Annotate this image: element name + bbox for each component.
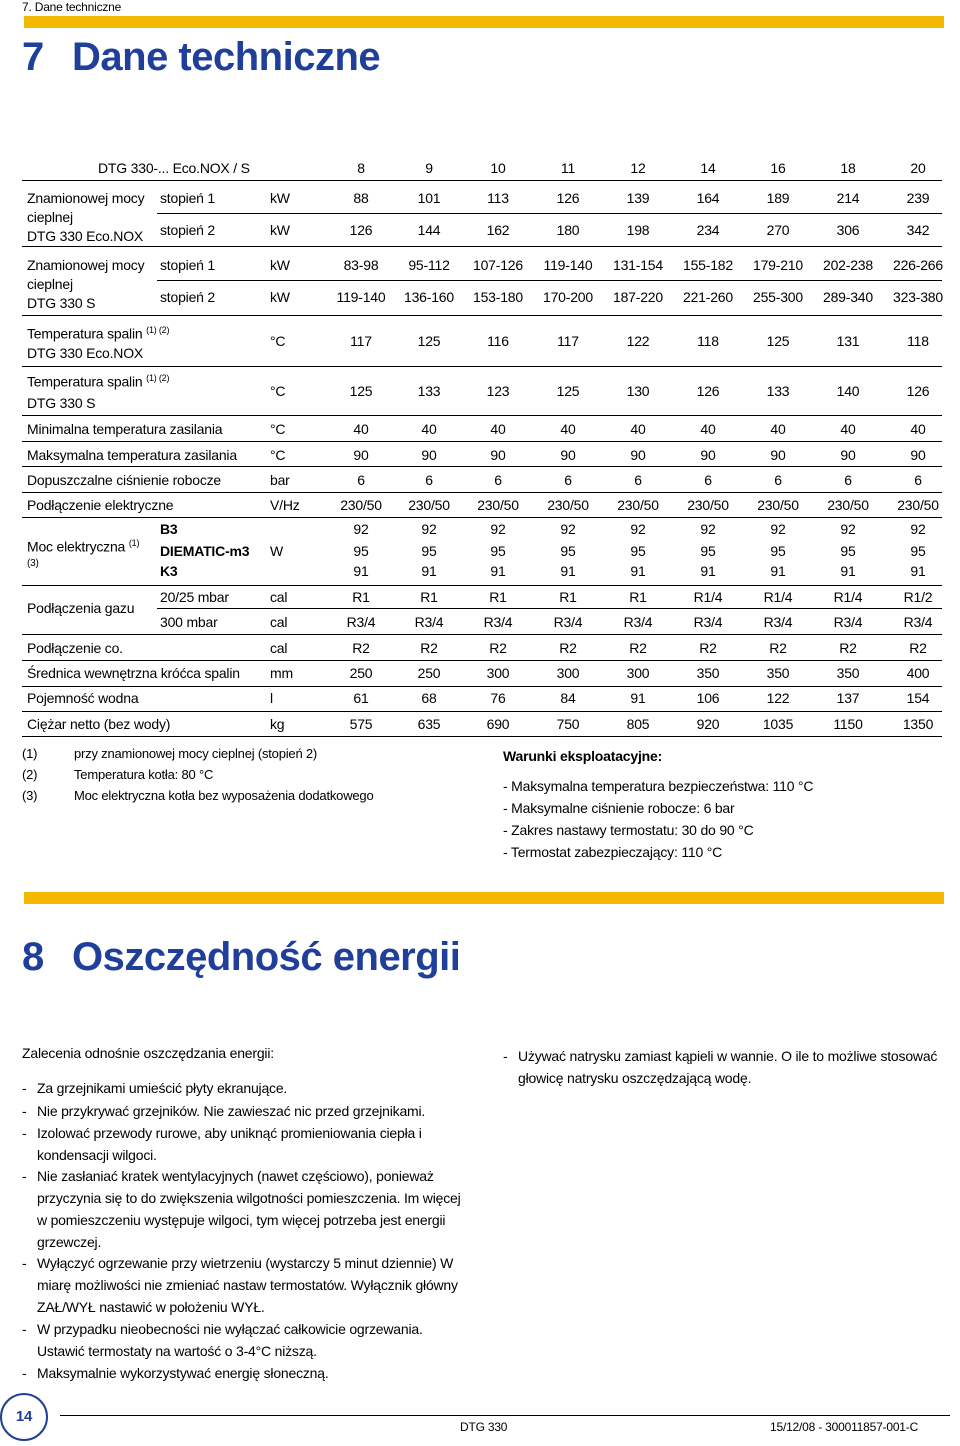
value-cell: 92 — [910, 521, 926, 537]
row-label: DTG 330 Eco.NOX — [27, 345, 144, 361]
value-cell: 133 — [766, 383, 790, 399]
value-cell: 126 — [556, 190, 580, 206]
footnote-text: Moc elektryczna kotła bez wyposażenia dodatkowego — [74, 788, 374, 803]
value-cell: 117 — [557, 333, 579, 349]
table-rule — [22, 246, 942, 247]
column-header: 18 — [840, 160, 856, 176]
value-cell: 350 — [836, 665, 860, 681]
row-label: Temperatura spalin $^{(1) (2)}$ — [27, 325, 170, 342]
value-cell: 250 — [349, 665, 373, 681]
energy-tip-item — [22, 1165, 472, 1253]
value-cell: 83-98 — [343, 257, 379, 273]
column-header: 12 — [630, 160, 646, 176]
value-cell: R1/4 — [763, 589, 793, 605]
row-label: Podłączenia gazu — [27, 600, 135, 616]
value-cell: 230/50 — [408, 497, 450, 513]
value-cell: 92 — [490, 521, 506, 537]
row-label: Pojemność wodna — [27, 690, 139, 706]
value-cell: 95 — [630, 543, 646, 559]
value-cell: 6 — [774, 472, 782, 488]
value-cell: R1 — [489, 589, 507, 605]
value-cell: 125 — [417, 333, 441, 349]
bullet-dash: - — [503, 1048, 508, 1064]
section-title: Oszczędność energii — [72, 935, 461, 979]
row-label: (3) — [27, 558, 39, 569]
value-cell: 306 — [836, 222, 860, 238]
value-cell: 118 — [697, 333, 719, 349]
value-cell: 230/50 — [687, 497, 729, 513]
value-cell: 40 — [770, 421, 786, 437]
value-cell: R3/4 — [553, 614, 583, 630]
unit: cal — [270, 614, 288, 630]
value-cell: R1 — [629, 589, 647, 605]
value-cell: R1/4 — [693, 589, 723, 605]
value-cell: R1/2 — [903, 589, 933, 605]
bullet-dash: - — [22, 1103, 27, 1119]
value-cell: R2 — [839, 640, 857, 656]
value-cell: R3/4 — [414, 614, 444, 630]
row-label: Maksymalna temperatura zasilania — [27, 447, 237, 463]
table-rule — [22, 686, 942, 687]
value-cell: 91 — [421, 563, 437, 579]
value-cell: 133 — [417, 383, 441, 399]
section-number: 8 — [22, 935, 44, 979]
row-label: Znamionowej mocy — [27, 190, 145, 206]
value-cell: 95 — [770, 543, 786, 559]
value-cell: 40 — [840, 421, 856, 437]
value-cell: 230/50 — [547, 497, 589, 513]
section-accent-bar — [24, 892, 944, 904]
value-cell: 164 — [696, 190, 720, 206]
value-cell: 40 — [700, 421, 716, 437]
value-cell: 40 — [421, 421, 437, 437]
table-rule — [22, 660, 942, 661]
value-cell: 230/50 — [477, 497, 519, 513]
row-label: cieplnej — [27, 209, 73, 225]
footnote-number: (3) — [22, 788, 38, 803]
value-cell: 91 — [770, 563, 786, 579]
unit: bar — [270, 472, 290, 488]
value-cell: R2 — [769, 640, 787, 656]
value-cell: 119-140 — [336, 289, 386, 305]
value-cell: 125 — [556, 383, 580, 399]
value-cell: 92 — [700, 521, 716, 537]
value-cell: R2 — [699, 640, 717, 656]
unit: W — [270, 543, 284, 559]
value-cell: 123 — [486, 383, 510, 399]
row-sublabel: stopień 2 — [160, 289, 216, 305]
value-cell: 130 — [626, 383, 650, 399]
value-cell: 323-380 — [893, 289, 943, 305]
value-cell: 119-140 — [543, 257, 593, 273]
value-cell: R3/4 — [903, 614, 933, 630]
table-rule — [22, 492, 942, 493]
value-cell: 575 — [349, 716, 373, 732]
value-cell: 122 — [766, 690, 790, 706]
value-cell: R1 — [559, 589, 577, 605]
energy-tip-item — [22, 1122, 472, 1166]
value-cell: 6 — [704, 472, 712, 488]
value-cell: 131-154 — [613, 257, 663, 273]
value-cell: 122 — [626, 333, 650, 349]
value-cell: 6 — [425, 472, 433, 488]
value-cell: 90 — [700, 447, 716, 463]
value-cell: 300 — [556, 665, 580, 681]
value-cell: 90 — [421, 447, 437, 463]
value-cell: 90 — [630, 447, 646, 463]
model-label: DTG 330-... Eco.NOX / S — [98, 160, 250, 176]
row-label: DTG 330 S — [27, 295, 96, 311]
value-cell: 140 — [836, 383, 860, 399]
energy-tip-text: W przypadku nieobecności nie wyłączać całkowicie ogrzewania. Ustawić termostaty na wartość o 3-4°C niższą. — [37, 1321, 423, 1359]
footer-model: DTG 330 — [460, 1420, 508, 1434]
table-rule — [157, 213, 942, 214]
operating-condition-item: - Termostat zabezpieczający: 110 °C — [503, 844, 723, 860]
bullet-dash: - — [22, 1168, 27, 1184]
value-cell: 1150 — [833, 716, 863, 732]
row-sublabel: 300 mbar — [160, 614, 218, 630]
row-label: DTG 330 S — [27, 395, 96, 411]
variant-label: B3 — [160, 521, 178, 537]
value-cell: 234 — [696, 222, 720, 238]
value-cell: 300 — [486, 665, 510, 681]
value-cell: 805 — [626, 716, 650, 732]
value-cell: 221-260 — [683, 289, 733, 305]
unit: kW — [270, 190, 290, 206]
energy-tip-text: Izolować przewody rurowe, aby uniknąć promieniowania ciepła i kondensacji wilgoci. — [37, 1125, 422, 1163]
table-rule — [22, 466, 942, 467]
value-cell: 92 — [353, 521, 369, 537]
value-cell: 690 — [486, 716, 510, 732]
footnote-number: (1) — [22, 746, 38, 761]
bullet-dash: - — [22, 1125, 27, 1141]
unit: cal — [270, 640, 288, 656]
value-cell: 126 — [349, 222, 373, 238]
value-cell: R2 — [559, 640, 577, 656]
row-label: cieplnej — [27, 276, 73, 292]
unit: kW — [270, 257, 290, 273]
unit: kW — [270, 222, 290, 238]
table-rule — [22, 415, 942, 416]
value-cell: 180 — [556, 222, 580, 238]
energy-tip-item — [22, 1252, 472, 1318]
footnote-number: (2) — [22, 767, 38, 782]
value-cell: R2 — [629, 640, 647, 656]
value-cell: R3/4 — [763, 614, 793, 630]
unit: °C — [270, 447, 286, 463]
value-cell: 91 — [840, 563, 856, 579]
unit: mm — [270, 665, 293, 681]
value-cell: 95 — [421, 543, 437, 559]
energy-tip-item — [22, 1100, 472, 1122]
energy-tip-text: Maksymalnie wykorzystywać energię słoneczną. — [37, 1365, 329, 1381]
value-cell: 202-238 — [823, 257, 873, 273]
table-rule — [22, 736, 942, 737]
value-cell: 6 — [564, 472, 572, 488]
row-label: Podłączenie elektryczne — [27, 497, 174, 513]
value-cell: R3/4 — [693, 614, 723, 630]
energy-tip-item — [22, 1077, 472, 1099]
value-cell: R2 — [352, 640, 370, 656]
value-cell: 270 — [766, 222, 790, 238]
variant-label: K3 — [160, 563, 178, 579]
value-cell: 300 — [626, 665, 650, 681]
unit: kg — [270, 716, 285, 732]
value-cell: 350 — [766, 665, 790, 681]
section-accent-bar — [24, 16, 944, 28]
energy-tip-text: Nie zasłaniać kratek wentylacyjnych (nawet częściowo), ponieważ przyczynia się to do zwiększenia wilgotności pomieszczenia. Im więcej w pomieszczeniu występuje wilgoci, tym więcej potrzeba jest energii grzewczej. — [37, 1168, 461, 1250]
value-cell: 91 — [910, 563, 926, 579]
value-cell: R3/4 — [483, 614, 513, 630]
energy-tip-item — [22, 1362, 472, 1384]
footnote-text: przy znamionowej mocy cieplnej (stopień 2) — [74, 746, 318, 761]
value-cell: 6 — [914, 472, 922, 488]
value-cell: 162 — [486, 222, 510, 238]
value-cell: 139 — [626, 190, 650, 206]
value-cell: 170-200 — [543, 289, 593, 305]
value-cell: 92 — [770, 521, 786, 537]
value-cell: 91 — [490, 563, 506, 579]
section-8-heading — [22, 935, 460, 980]
value-cell: 90 — [560, 447, 576, 463]
value-cell: 230/50 — [897, 497, 939, 513]
variant-label: DIEMATIC-m3 — [160, 543, 250, 559]
page-title: Dane techniczne — [72, 35, 381, 79]
value-cell: 226-266 — [893, 257, 943, 273]
value-cell: 125 — [766, 333, 790, 349]
value-cell: 342 — [906, 222, 930, 238]
value-cell: R3/4 — [833, 614, 863, 630]
table-rule — [157, 608, 942, 609]
value-cell: 40 — [490, 421, 506, 437]
value-cell: 635 — [417, 716, 441, 732]
value-cell: R1 — [420, 589, 438, 605]
row-sublabel: stopień 1 — [160, 190, 216, 206]
table-rule — [22, 180, 942, 181]
row-label: Podłączenie co. — [27, 640, 123, 656]
value-cell: 230/50 — [340, 497, 382, 513]
value-cell: 90 — [770, 447, 786, 463]
energy-tip-text: Nie przykrywać grzejników. Nie zawieszać nic przed grzejnikami. — [37, 1103, 426, 1119]
unit: °C — [270, 383, 286, 399]
row-label: Dopuszczalne ciśnienie robocze — [27, 472, 221, 488]
value-cell: 68 — [421, 690, 437, 706]
row-sublabel: 20/25 mbar — [160, 589, 229, 605]
value-cell: 76 — [490, 690, 506, 706]
value-cell: 95 — [840, 543, 856, 559]
operating-condition-item: - Maksymalne ciśnienie robocze: 6 bar — [503, 800, 735, 816]
value-cell: 230/50 — [827, 497, 869, 513]
column-header: 11 — [560, 160, 576, 176]
value-cell: 117 — [350, 333, 372, 349]
value-cell: 250 — [417, 665, 441, 681]
value-cell: 90 — [353, 447, 369, 463]
column-header: 8 — [357, 160, 365, 176]
value-cell: 40 — [353, 421, 369, 437]
value-cell: 106 — [696, 690, 720, 706]
value-cell: 95 — [353, 543, 369, 559]
value-cell: 126 — [906, 383, 930, 399]
value-cell: 90 — [840, 447, 856, 463]
value-cell: R1/4 — [833, 589, 863, 605]
value-cell: 92 — [840, 521, 856, 537]
value-cell: 230/50 — [757, 497, 799, 513]
value-cell: 350 — [696, 665, 720, 681]
value-cell: 239 — [906, 190, 930, 206]
section-number: 7 — [22, 35, 44, 79]
value-cell: 153-180 — [473, 289, 523, 305]
value-cell: 92 — [630, 521, 646, 537]
value-cell: 187-220 — [613, 289, 663, 305]
row-label: Temperatura spalin $^{(1) (2)}$ — [27, 373, 170, 390]
energy-tip-text: Używać natrysku zamiast kąpieli w wannie. O ile to możliwe stosować głowicę natrysku oszczędzającą wodę. — [518, 1048, 938, 1086]
table-rule — [22, 517, 942, 518]
value-cell: 95 — [910, 543, 926, 559]
value-cell: 113 — [487, 190, 509, 206]
value-cell: 6 — [494, 472, 502, 488]
section-7-heading — [22, 35, 380, 80]
value-cell: 40 — [630, 421, 646, 437]
table-rule — [22, 585, 942, 586]
unit: cal — [270, 589, 288, 605]
value-cell: 230/50 — [617, 497, 659, 513]
table-rule — [22, 441, 942, 442]
value-cell: 126 — [696, 383, 720, 399]
value-cell: 91 — [560, 563, 576, 579]
value-cell: 1350 — [902, 716, 934, 732]
operating-condition-item: - Maksymalna temperatura bezpieczeństwa: 110 °C — [503, 778, 814, 794]
value-cell: R2 — [420, 640, 438, 656]
value-cell: 116 — [487, 333, 509, 349]
value-cell: 107-126 — [473, 257, 523, 273]
value-cell: 61 — [353, 690, 369, 706]
unit: V/Hz — [270, 497, 300, 513]
value-cell: 179-210 — [753, 257, 803, 273]
bullet-dash: - — [22, 1365, 27, 1381]
value-cell: 1035 — [762, 716, 794, 732]
value-cell: 95 — [560, 543, 576, 559]
value-cell: 144 — [417, 222, 441, 238]
energy-tip-item — [503, 1045, 953, 1089]
value-cell: 198 — [626, 222, 650, 238]
row-sublabel: stopień 2 — [160, 222, 216, 238]
value-cell: 6 — [634, 472, 642, 488]
bullet-dash: - — [22, 1080, 27, 1096]
value-cell: 6 — [844, 472, 852, 488]
column-header: 10 — [490, 160, 506, 176]
energy-tip-text: Za grzejnikami umieścić płyty ekranujące. — [37, 1080, 288, 1096]
value-cell: 125 — [349, 383, 373, 399]
table-rule — [22, 634, 942, 635]
value-cell: 750 — [556, 716, 580, 732]
operating-conditions-title: Warunki eksploatacyjne: — [503, 748, 663, 764]
row-label: Minimalna temperatura zasilania — [27, 421, 223, 437]
value-cell: 92 — [421, 521, 437, 537]
footnote-text: Temperatura kotła: 80 °C — [74, 767, 214, 782]
value-cell: 95 — [700, 543, 716, 559]
bullet-dash: - — [22, 1321, 27, 1337]
row-sublabel: stopień 1 — [160, 257, 216, 273]
table-rule — [22, 315, 942, 316]
value-cell: 101 — [417, 190, 441, 206]
column-header: 16 — [770, 160, 786, 176]
value-cell: 214 — [836, 190, 860, 206]
value-cell: 95-112 — [408, 257, 450, 273]
value-cell: 154 — [906, 690, 930, 706]
value-cell: 91 — [700, 563, 716, 579]
value-cell: 137 — [836, 690, 860, 706]
unit: °C — [270, 333, 286, 349]
row-label: Znamionowej mocy — [27, 257, 145, 273]
value-cell: 95 — [490, 543, 506, 559]
row-label: Moc elektryczna $^{(1)}$ — [27, 538, 140, 555]
value-cell: 6 — [357, 472, 365, 488]
unit: °C — [270, 421, 286, 437]
value-cell: 131 — [836, 333, 860, 349]
value-cell: R2 — [909, 640, 927, 656]
energy-intro: Zalecenia odnośnie oszczędzania energii: — [22, 1045, 274, 1061]
value-cell: 40 — [560, 421, 576, 437]
column-header: 14 — [700, 160, 716, 176]
bullet-dash: - — [22, 1255, 27, 1271]
value-cell: 92 — [560, 521, 576, 537]
operating-condition-item: - Zakres nastawy termostatu: 30 do 90 °C — [503, 822, 754, 838]
unit: l — [270, 690, 273, 706]
value-cell: 90 — [490, 447, 506, 463]
value-cell: 920 — [696, 716, 720, 732]
table-rule — [22, 366, 942, 367]
value-cell: R3/4 — [623, 614, 653, 630]
value-cell: 136-160 — [404, 289, 454, 305]
row-label: Ciężar netto (bez wody) — [27, 716, 171, 732]
value-cell: R2 — [489, 640, 507, 656]
row-label: DTG 330 Eco.NOX — [27, 228, 144, 244]
value-cell: 189 — [766, 190, 790, 206]
page-number-badge: 14 — [0, 1393, 48, 1441]
value-cell: 84 — [560, 690, 576, 706]
value-cell: 91 — [353, 563, 369, 579]
footer-rule — [60, 1415, 950, 1416]
energy-tip-text: Wyłączyć ogrzewanie przy wietrzeniu (wystarczy 5 minut dziennie) W miarę możliwości nie zmieniać nastaw termostatów. Wyłącznik główny ZAŁ/WYŁ nastawić w położeniu WYŁ. — [37, 1255, 458, 1315]
value-cell: 255-300 — [753, 289, 803, 305]
value-cell: 88 — [353, 190, 369, 206]
row-label: Średnica wewnętrzna króćca spalin — [27, 665, 240, 681]
value-cell: R3/4 — [346, 614, 376, 630]
value-cell: R1 — [352, 589, 370, 605]
table-rule — [157, 280, 942, 281]
table-rule — [22, 711, 942, 712]
value-cell: 118 — [907, 333, 929, 349]
column-header: 20 — [910, 160, 926, 176]
energy-tip-item — [22, 1318, 472, 1362]
breadcrumb: 7. Dane techniczne — [22, 0, 122, 14]
footer-code: 15/12/08 - 300011857-001-C — [770, 1420, 919, 1434]
column-header: 9 — [425, 160, 433, 176]
value-cell: 289-340 — [823, 289, 873, 305]
value-cell: 91 — [630, 563, 646, 579]
value-cell: 40 — [910, 421, 926, 437]
unit: kW — [270, 289, 290, 305]
value-cell: 90 — [910, 447, 926, 463]
value-cell: 155-182 — [683, 257, 733, 273]
value-cell: 91 — [630, 690, 646, 706]
value-cell: 400 — [906, 665, 930, 681]
